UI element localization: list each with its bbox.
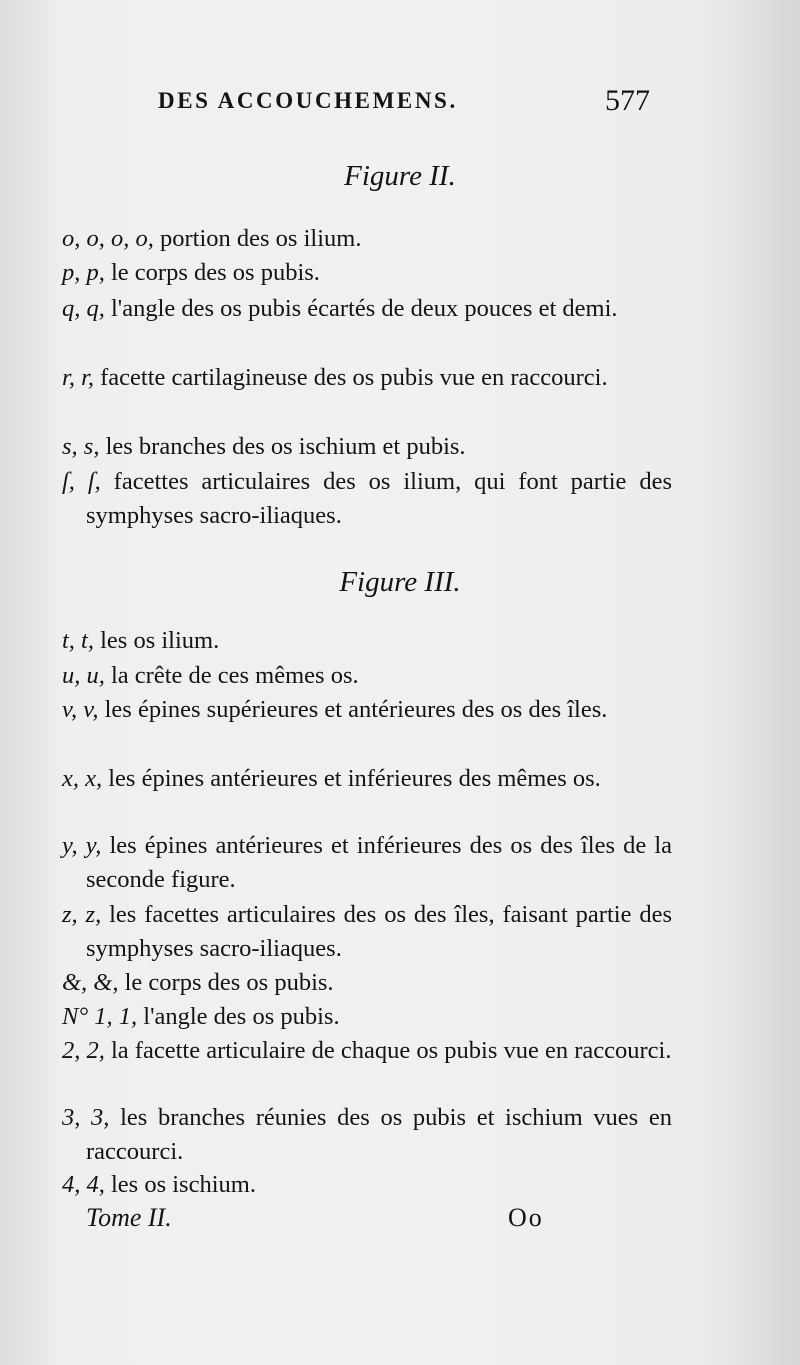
entry-text: l'angle des os pubis écartés de deux pouces et demi. xyxy=(111,295,618,322)
legend-entry xyxy=(62,966,672,1000)
entry-key: v, v, xyxy=(62,696,99,723)
entry-text: les os ilium. xyxy=(100,627,220,654)
entry-text: la crête de ces mêmes os. xyxy=(111,662,359,689)
entry-key: x, x, xyxy=(62,765,103,792)
legend-entry xyxy=(62,361,672,395)
entry-key: 3, 3, xyxy=(62,1104,110,1131)
entry-key: u, u, xyxy=(62,662,105,689)
entry-text: portion des os ilium. xyxy=(160,225,362,252)
running-title: DES ACCOUCHEMENS. xyxy=(158,88,458,113)
entry-key: 2, 2, xyxy=(62,1037,105,1064)
entry-key: s, s, xyxy=(62,433,100,460)
figure-3-heading: Figure III. xyxy=(339,566,461,598)
entry-text: les branches réunies des os pubis et ischium vues en raccourci. xyxy=(86,1104,672,1165)
page-footer xyxy=(0,1203,800,1243)
entry-key: r, r, xyxy=(62,364,95,391)
entry-text: facettes articulaires des os ilium, qui font partie des symphyses sacro-iliaques. xyxy=(86,468,672,529)
legend-entry xyxy=(62,1000,672,1034)
page-number: 577 xyxy=(605,84,650,117)
legend-entry xyxy=(62,659,672,693)
legend-entry xyxy=(62,693,672,727)
entry-text: le corps des os pubis. xyxy=(124,969,334,996)
entry-key: o, o, o, o, xyxy=(62,225,154,252)
entry-key: p, p, xyxy=(62,259,105,286)
entry-text: le corps des os pubis. xyxy=(111,259,320,286)
entry-key: 4, 4, xyxy=(62,1171,105,1198)
figure-2-heading: Figure II. xyxy=(344,160,456,192)
entry-key: t, t, xyxy=(62,627,94,654)
legend-entry xyxy=(62,292,672,326)
page-header xyxy=(0,84,800,124)
legend-entry xyxy=(62,898,672,966)
legend-entry xyxy=(62,762,672,796)
entry-text: les épines supérieures et antérieures des os des îles. xyxy=(104,696,608,723)
legend-entry xyxy=(62,624,672,658)
entry-key: y, y, xyxy=(62,832,102,859)
entry-key: q, q, xyxy=(62,295,105,322)
legend-entry xyxy=(62,1101,672,1169)
legend-entry xyxy=(62,1034,672,1068)
entry-text: les branches des os ischium et pubis. xyxy=(105,433,466,460)
legend-entry xyxy=(62,222,672,256)
legend-entry xyxy=(62,465,672,533)
legend-entry xyxy=(62,1168,672,1202)
signature-mark: Oo xyxy=(508,1203,544,1232)
entry-text: la facette articulaire de chaque os pubis vue en raccourci. xyxy=(111,1037,672,1064)
volume-label: Tome II. xyxy=(86,1203,172,1232)
entry-text: facette cartilagineuse des os pubis vue en raccourci. xyxy=(100,364,608,391)
legend-entry xyxy=(62,829,672,897)
entry-text: les os ischium. xyxy=(111,1171,256,1198)
entry-text: les épines antérieures et inférieures des os des îles de la seconde figure. xyxy=(86,832,672,893)
entry-text: les facettes articulaires des os des îles, faisant partie des symphyses sacro-iliaques. xyxy=(86,901,672,962)
entry-text: les épines antérieures et inférieures des mêmes os. xyxy=(108,765,601,792)
entry-key: z, z, xyxy=(62,901,102,928)
legend-entry xyxy=(62,256,672,290)
legend-entry xyxy=(62,430,672,464)
entry-key: N° 1, 1, xyxy=(62,1003,138,1030)
entry-key: ſ, ſ, xyxy=(62,468,101,495)
entry-key: &, &, xyxy=(62,969,119,996)
entry-text: l'angle des os pubis. xyxy=(143,1003,340,1030)
